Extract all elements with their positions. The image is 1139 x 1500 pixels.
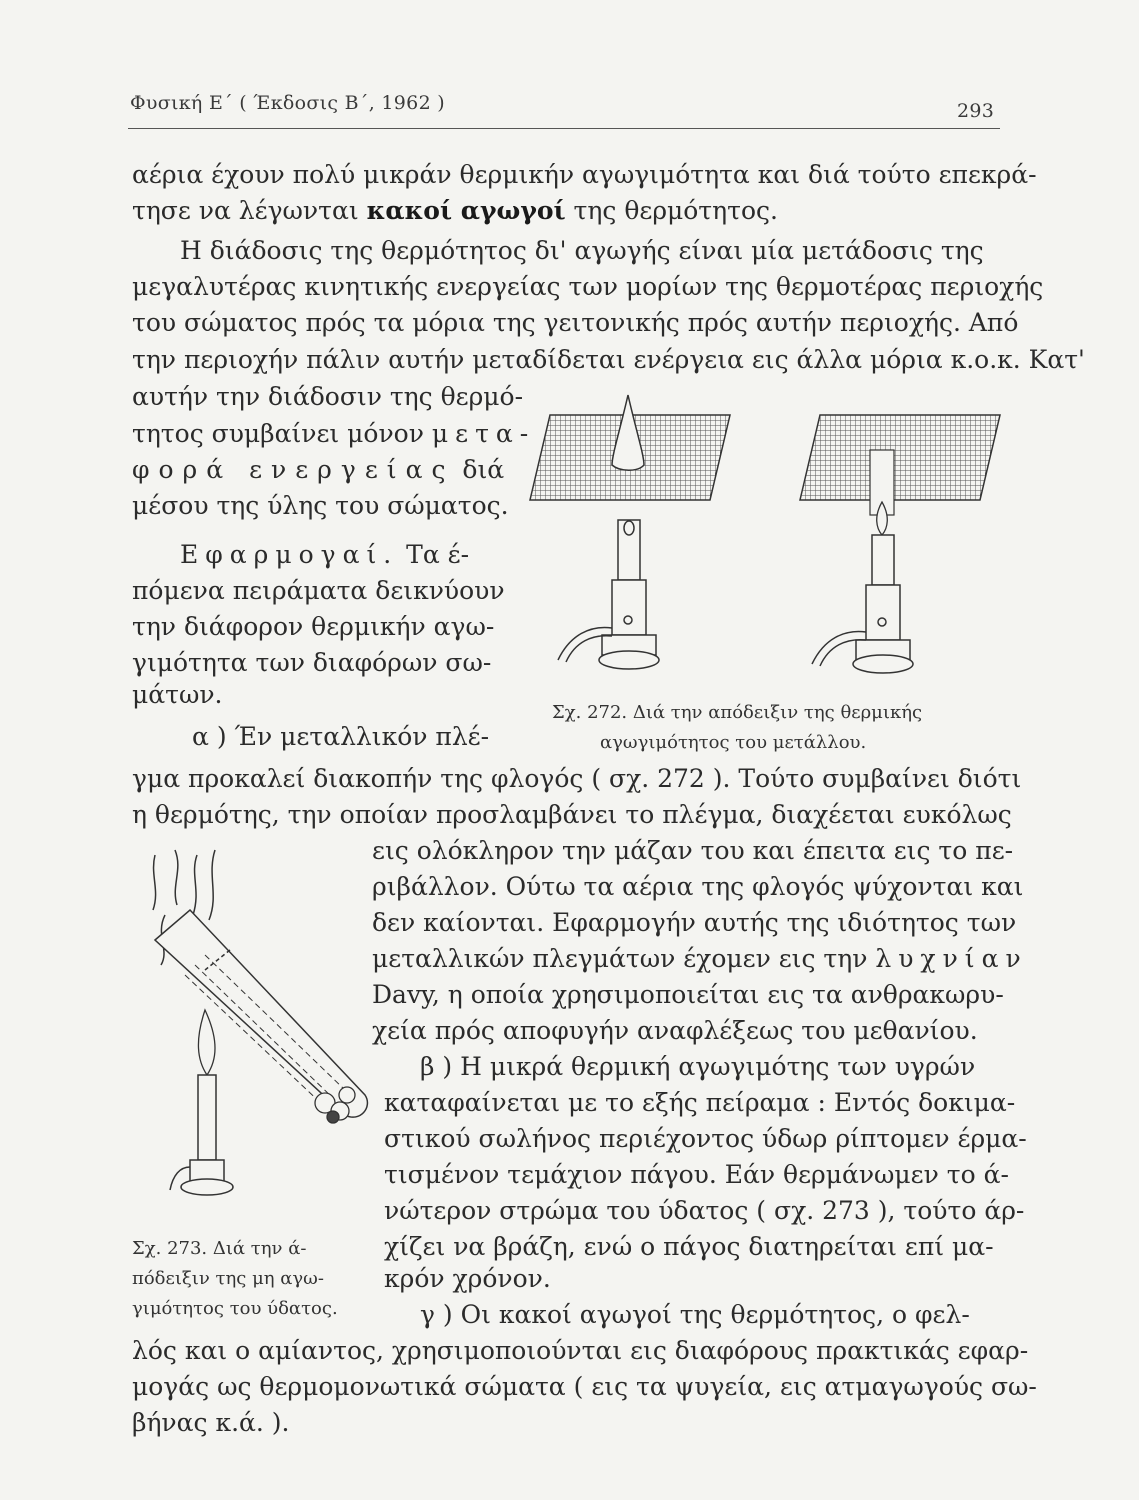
- header-rule: [128, 128, 1000, 129]
- right-bunsen-burner: [812, 535, 913, 673]
- applications-line-2: πόμενα πειράματα δεικνύουν: [132, 576, 505, 605]
- item-a-line-9: χεία πρός αποφυγήν αναφλέξεως του μεθανίου.: [372, 1016, 978, 1045]
- paragraph-1-line-1: αέρια έχουν πολύ μικράν θερμικήν αγωγιμότητα και διά τούτο επεκρά-: [132, 160, 1037, 189]
- spaced-emphasis: μετα-: [431, 419, 536, 448]
- item-a-line-3: η θερμότης, την οποίαν προσλαμβάνει το πλέγμα, διαχέεται ευκόλως: [132, 800, 1012, 829]
- item-a-line-4: εις ολόκληρον την μάζαν του και έπειτα εις το πε-: [372, 836, 1014, 865]
- item-a-line-2: γμα προκαλεί διακοπήν της φλογός ( σχ. 272 ). Τούτο συμβαίνει διότι: [132, 764, 1022, 793]
- applications-line-4: γιμότητα των διαφόρων σω-: [132, 648, 492, 677]
- spaced-heading: Εφαρμογαί.: [180, 540, 399, 569]
- bold-term-bad-conductors: κακοί αγωγοί: [366, 196, 566, 225]
- item-a-line-6: δεν καίονται. Εφαρμογήν αυτής της ιδιότητος των: [372, 908, 1017, 937]
- applications-line-5: μάτων.: [132, 680, 223, 709]
- figure-273-illustration: [135, 845, 375, 1205]
- test-tube: [155, 910, 367, 1117]
- item-b-line-5: νώτερον στρώμα του ύδατος ( σχ. 273 ), τούτο άρ-: [384, 1196, 1025, 1225]
- figure-273-caption-line-2: πόδειξιν της μη αγω-: [132, 1268, 324, 1289]
- text-segment: Τα έ-: [398, 540, 470, 569]
- paragraph-2-line-6: [132, 419, 535, 449]
- left-bunsen-burner: [558, 520, 659, 669]
- item-b-line-7: κρόν χρόνον.: [384, 1264, 551, 1293]
- item-c-line-2: λός και ο αμίαντος, χρησιμοποιούνται εις διαφόρους πρακτικάς εφαρ-: [132, 1336, 1029, 1365]
- item-a-line-5: ριβάλλον. Ούτω τα αέρια της φλογός ψύχονται και: [372, 872, 1024, 901]
- right-wire-gauze: [800, 415, 1000, 500]
- text-segment: τησε να λέγωνται: [132, 196, 367, 225]
- figure-272-illustration: [530, 390, 1000, 690]
- applications-line-1: [180, 540, 469, 570]
- page-number: 293: [957, 100, 995, 122]
- item-b-line-4: τισμένον τεμάχιον πάγου. Εάν θερμάνωμεν το ά-: [384, 1160, 1009, 1189]
- paragraph-2-line-7: [132, 455, 504, 485]
- paragraph-2-line-3: του σώματος πρός τα μόρια της γειτονικής πρός αυτήν περιοχής. Από: [132, 308, 1019, 337]
- item-b-line-3: στικού σωλήνος περιέχοντος ύδωρ ρίπτομεν έρμα-: [384, 1124, 1027, 1153]
- item-b-line-1: β ) Η μικρά θερμική αγωγιμότης των υγρών: [420, 1052, 976, 1081]
- paragraph-2-line-8: μέσου της ύλης του σώματος.: [132, 491, 509, 520]
- item-b-line-6: χίζει να βράζη, ενώ ο πάγος διατηρείται επί μα-: [384, 1232, 994, 1261]
- text-segment: τητος συμβαίνει μόνον: [132, 419, 432, 448]
- paragraph-2-line-4: την περιοχήν πάλιν αυτήν μεταδίδεται ενέργεια εις άλλα μόρια κ.ο.κ. Κατ': [132, 345, 1085, 374]
- figure-273-caption-line-1: Σχ. 273. Διά την ά-: [132, 1238, 307, 1259]
- paragraph-2-line-5: αυτήν την διάδοσιν της θερμό-: [132, 382, 524, 411]
- figure-272-caption-line-2: αγωγιμότητος του μετάλλου.: [600, 732, 867, 753]
- burner-flame: [198, 1010, 215, 1075]
- paragraph-2-line-2: μεγαλυτέρας κινητικής ενεργείας των μορίων της θερμοτέρας περιοχής: [132, 272, 1044, 301]
- spaced-emphasis: λυχνίαν: [875, 944, 1028, 973]
- item-b-line-2: καταφαίνεται με το εξής πείραμα : Εντός δοκιμα-: [384, 1088, 1016, 1117]
- applications-line-3: την διάφορον θερμικήν αγω-: [132, 612, 495, 641]
- item-a-line-7: [372, 944, 1028, 974]
- item-a-line-1: α ) Έν μεταλλικόν πλέ-: [192, 722, 490, 751]
- item-a-line-8: Davy, η οποία χρησιμοποιείται εις τα ανθρακωρυ-: [372, 980, 1004, 1009]
- text-segment: της θερμότητος.: [565, 196, 778, 225]
- paragraph-2-line-1: Η διάδοσις της θερμότητος δι' αγωγής είναι μία μετάδοσις της: [180, 236, 984, 265]
- figure-272-caption-line-1: Σχ. 272. Διά την απόδειξιν της θερμικής: [552, 702, 923, 723]
- bunsen-burner: [170, 1075, 233, 1195]
- text-segment: μεταλλικών πλεγμάτων έχομεν εις την: [372, 944, 876, 973]
- paragraph-1-line-2: [132, 196, 778, 226]
- figure-273-caption-line-3: γιμότητος του ύδατος.: [132, 1298, 338, 1319]
- item-c-line-1: γ ) Οι κακοί αγωγοί της θερμότητος, ο φελ-: [420, 1300, 970, 1329]
- item-c-line-4: βήνας κ.ά. ).: [132, 1408, 290, 1437]
- text-segment: διά: [454, 455, 505, 484]
- item-c-line-3: μογάς ως θερμομονωτικά σώματα ( εις τα ψυγεία, εις ατμαγωγούς σω-: [132, 1372, 1037, 1401]
- spaced-emphasis: φορά ενεργείας: [132, 455, 455, 484]
- running-title: Φυσική Ε΄ ( Έκδοσις Β΄, 1962 ): [130, 92, 446, 114]
